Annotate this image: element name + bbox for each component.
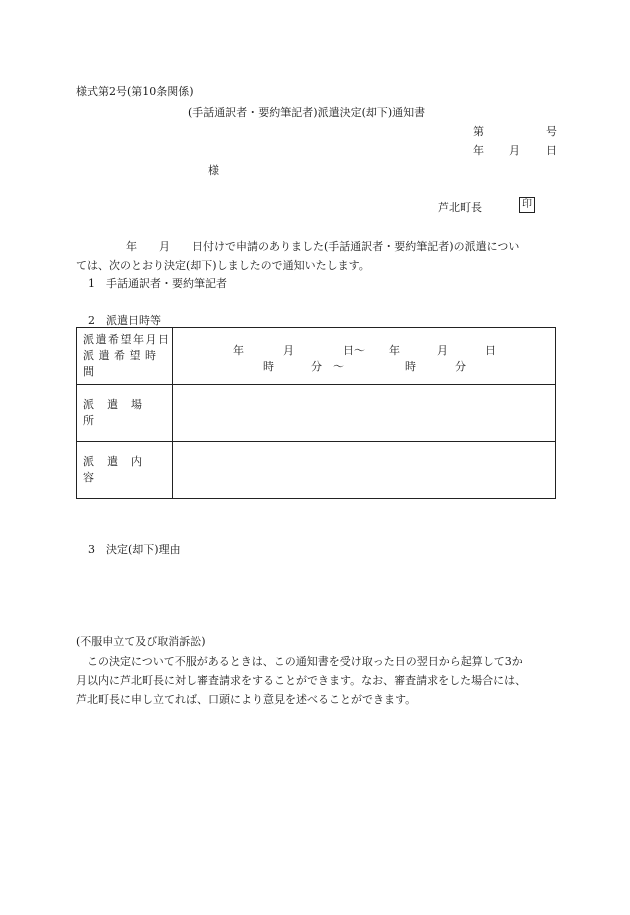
document-title: (手話通訳者・要約筆記者)派遣決定(却下)通知書 <box>188 106 426 119</box>
from-minute: 分 〜 <box>311 360 344 373</box>
section-1-heading: 1 手話通訳者・要約筆記者 <box>88 277 227 290</box>
datetime-value-cell <box>173 328 556 385</box>
place-label-cell <box>77 385 173 442</box>
to-hour: 時 <box>405 360 416 373</box>
recipient-suffix: 様 <box>208 164 219 177</box>
datetime-label-cell <box>77 328 173 385</box>
to-year: 年 <box>389 344 400 357</box>
seal-mark: 印 <box>519 197 535 213</box>
objection-line-1: この決定について不服があるときは、この通知書を受け取った日の翌日から起算して3か <box>76 655 523 668</box>
issue-date-day: 日 <box>546 144 557 157</box>
objection-line-2: 月以内に芦北町長に対し審査請求をすることができます。なお、審査請求をした場合には、 <box>76 674 527 687</box>
doc-number-prefix: 第 <box>473 125 484 138</box>
issue-date-month: 月 <box>509 144 520 157</box>
objection-heading: (不服申立て及び取消訴訟) <box>76 635 206 648</box>
place-label: 派遣場所 <box>83 398 155 427</box>
issuer-name: 芦北町長 <box>438 201 482 214</box>
from-month: 月 <box>283 344 294 357</box>
notice-line-1: 年 月 日付けで申請のありました(手話通訳者・要約筆記者)の派遣につい <box>126 240 520 253</box>
form-number: 様式第2号(第10条関係) <box>76 85 194 98</box>
place-value-cell <box>173 385 556 442</box>
from-day: 日〜 <box>343 344 365 357</box>
table-row-datetime <box>77 328 556 385</box>
desired-date-label: 派遣希望年月日 <box>83 333 171 346</box>
content-label-cell <box>77 442 173 499</box>
objection-line-3: 芦北町長に申し立てれば、口頭により意見を述べることができます。 <box>76 693 417 706</box>
content-value-cell <box>173 442 556 499</box>
notice-body <box>76 237 566 275</box>
from-hour: 時 <box>263 360 274 373</box>
content-label: 派遣内容 <box>83 455 155 484</box>
issue-date-year: 年 <box>473 144 484 157</box>
objection-body <box>76 652 526 709</box>
desired-time-label: 派遣希望時間 <box>83 349 161 378</box>
dispatch-table <box>76 327 556 499</box>
table-row-content <box>77 442 556 499</box>
from-year: 年 <box>233 344 244 357</box>
to-month: 月 <box>437 344 448 357</box>
doc-number-suffix: 号 <box>546 125 557 138</box>
to-day: 日 <box>485 344 496 357</box>
to-minute: 分 <box>455 360 466 373</box>
notice-line-2: ては、次のとおり決定(却下)しましたので通知いたします。 <box>76 259 370 272</box>
section-2-heading: 2 派遣日時等 <box>88 314 161 327</box>
section-3-heading: 3 決定(却下)理由 <box>88 543 181 556</box>
table-row-place <box>77 385 556 442</box>
